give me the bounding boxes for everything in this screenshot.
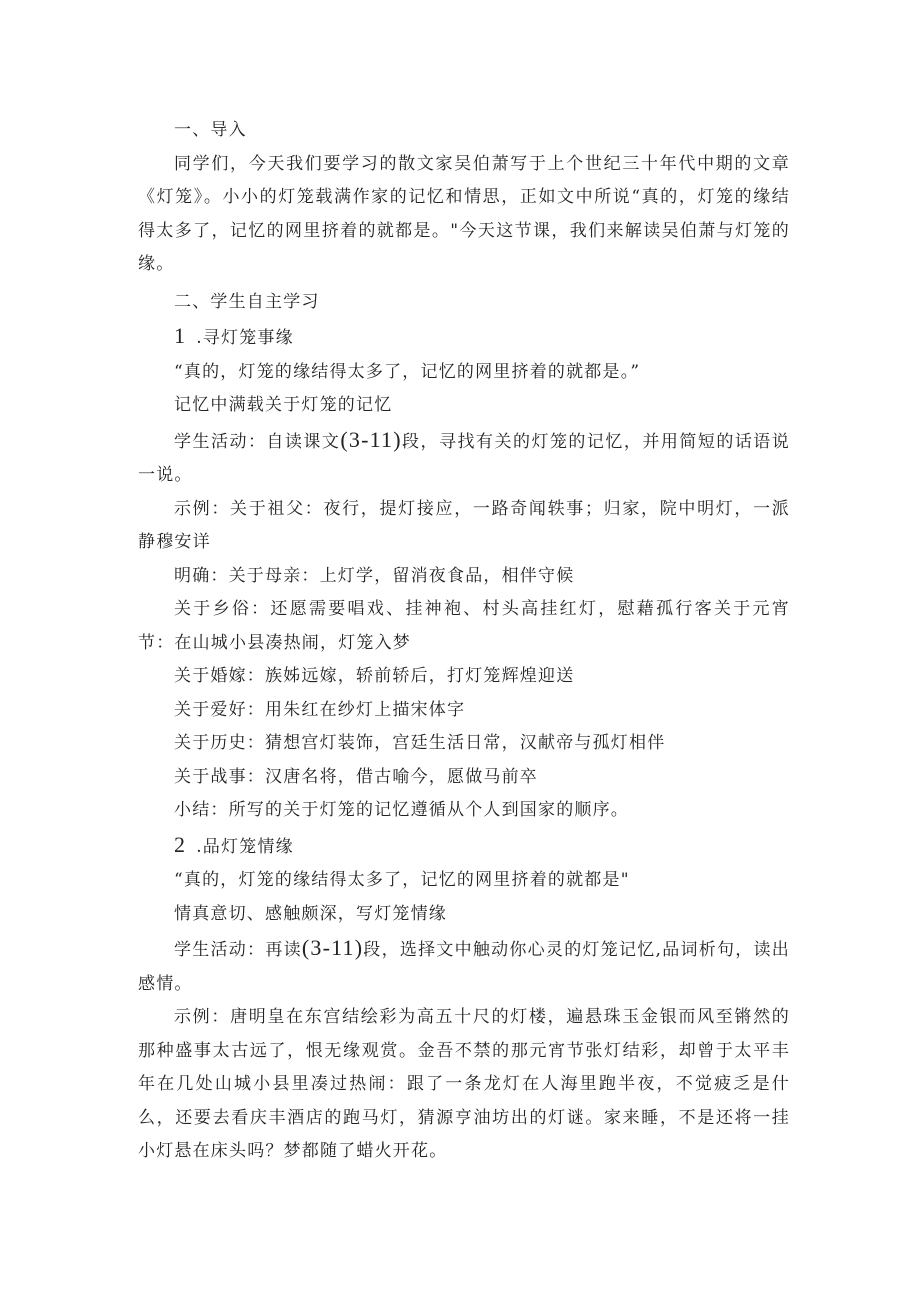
part2-activity-prefix: 学生活动：再读 bbox=[174, 940, 302, 960]
part1-theme: 记忆中满载关于灯笼的记忆 bbox=[174, 395, 393, 415]
part1-number: 1 bbox=[174, 323, 187, 348]
part1-activity-range: (3-11) bbox=[340, 426, 402, 452]
part1-example: 示例：关于祖父：夜行，提灯接应，一路奇闻轶事；归家，院中明灯，一派静穆安详 bbox=[138, 498, 790, 552]
part2-activity bbox=[138, 931, 790, 1001]
part2-heading bbox=[138, 828, 790, 865]
part2-activity-suffix: 段，选择文中触动你心灵的灯笼记忆,品词析句，读出感情。 bbox=[138, 940, 790, 994]
part1-item-hobby: 关于爱好：用朱红在纱灯上描宋体字 bbox=[174, 699, 466, 720]
document-body bbox=[138, 114, 790, 1169]
part1-activity bbox=[138, 423, 790, 493]
section-heading-self-study: 二、学生自主学习 bbox=[174, 291, 320, 312]
part1-item-history: 关于历史：猜想宫灯装饰，宫廷生活日常，汉献帝与孤灯相伴 bbox=[174, 733, 666, 753]
part2-quote: “真的，灯笼的缘结得太多了，记忆的网里挤着的就都是" bbox=[174, 870, 630, 890]
part1-title: .寻灯笼事缘 bbox=[196, 328, 294, 348]
section-heading-intro: 一、导入 bbox=[174, 120, 247, 140]
part1-activity-suffix: 段，寻找有关的灯笼的记忆，并用简短的话语说一说。 bbox=[138, 431, 790, 485]
part1-item-war: 关于战事：汉唐名将，借古喻今，愿做马前卒 bbox=[174, 766, 538, 787]
part1-activity-prefix: 学生活动：自读课文 bbox=[174, 431, 341, 452]
part2-activity-range: (3-11) bbox=[301, 935, 364, 960]
part1-quote: “真的，灯笼的缘结得太多了，记忆的网里挤着的就都是。” bbox=[174, 361, 641, 382]
intro-paragraph: 同学们，今天我们要学习的散文家吴伯萧写于上个世纪三十年代中期的文章《灯笼》。小小的灯笼载满作家的记忆和情思，正如文中所说“真的，灯笼的缘结得太多了，记忆的网里挤着的就都是。"今天这节课，我们来解读吴伯萧与灯笼的缘。 bbox=[138, 153, 790, 274]
part2-theme: 情真意切、感触颇深，写灯笼情缘 bbox=[174, 903, 447, 924]
part1-heading bbox=[138, 319, 790, 356]
part1-item-mother: 明确：关于母亲：上灯学，留消夜食品，相伴守候 bbox=[174, 565, 575, 586]
part1-item-wedding: 关于婚嫁：族姊远嫁，轿前轿后，打灯笼辉煌迎送 bbox=[174, 666, 575, 686]
part2-title: .品灯笼情缘 bbox=[196, 836, 294, 857]
part1-item-custom: 关于乡俗：还愿需要唱戏、挂神袍、村头高挂红灯，慰藉孤行客关于元宵节：在山城小县凑热闹，灯笼入梦 bbox=[138, 599, 790, 653]
part1-summary: 小结：所写的关于灯笼的记忆遵循从个人到国家的顺序。 bbox=[174, 800, 629, 820]
part2-number: 2 bbox=[174, 831, 187, 857]
part2-example: 示例：唐明皇在东宫结绘彩为高五十尺的灯楼，遍悬珠玉金银而风至锵然的那种盛事太古远了，恨无缘观赏。金吾不禁的那元宵节张灯结彩，却曾于太平丰年在几处山城小县里凑过热闹：跟了一条龙灯在人海里跑半夜，不觉疲乏是什么，还要去看庆丰酒店的跑马灯，猜源亨油坊出的灯谜。家来睡，不是还将一挂小灯悬在床头吗？梦都随了蜡火开花。 bbox=[138, 1007, 790, 1161]
